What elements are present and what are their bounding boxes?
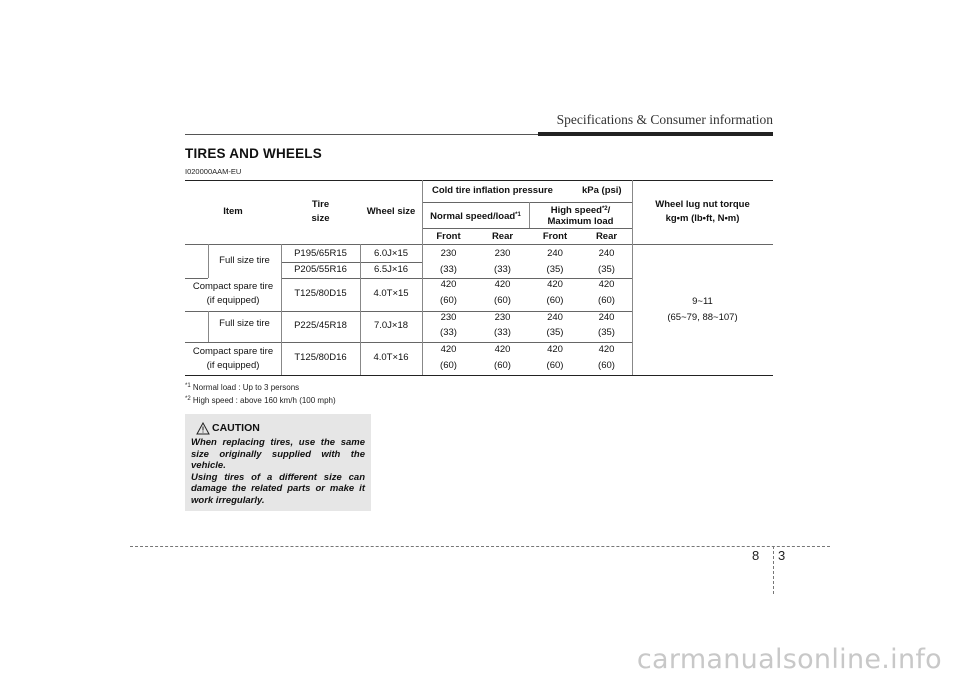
footer-rule-vertical [773, 546, 774, 594]
item-compact-spare-line1: Compact spare tire [192, 281, 274, 292]
pressure-value: 240 [598, 248, 615, 259]
wheel-size: 7.0J×18 [373, 320, 409, 331]
footnote-2 [185, 396, 336, 405]
footnote-text: High speed : above 160 km/h (100 mph) [192, 396, 336, 405]
item-compact-spare-line1: Compact spare tire [192, 346, 274, 357]
header-front: Front [436, 231, 461, 242]
wheel-size: 4.0T×16 [373, 352, 409, 363]
pressure-value: 240 [598, 312, 615, 323]
footnote-mark-2: *2 [601, 206, 608, 212]
page-number-value: 3 [778, 548, 786, 563]
pressure-value: 420 [598, 344, 615, 355]
header-max-load: Maximum load [547, 216, 614, 227]
pressure-value: (33) [494, 327, 511, 338]
footnote-mark: *2 [185, 396, 191, 402]
header-lug-torque-unit: kg•m (lb•ft, N•m) [665, 213, 740, 224]
tire-size: T125/80D16 [294, 352, 347, 363]
pressure-value: 420 [598, 279, 615, 290]
item-full-size-tire: Full size tire [219, 318, 270, 329]
document-code: I020000AAM-EU [185, 167, 242, 176]
pressure-value: 230 [494, 248, 511, 259]
header-rear: Rear [491, 231, 514, 242]
pressure-value: (33) [440, 264, 457, 275]
pressure-value: (33) [494, 264, 511, 275]
item-compact-spare-line2: (if equipped) [206, 360, 260, 371]
pressure-value: 420 [547, 279, 563, 290]
pressure-value: 240 [547, 312, 563, 323]
lug-torque-value: 9~11 [692, 296, 713, 307]
header-normal-speed [422, 207, 529, 225]
pressure-value: (60) [440, 360, 457, 371]
pressure-value: (33) [440, 327, 457, 338]
watermark: carmanualsonline.info [636, 644, 942, 675]
header-tire-size-line1: Tire [311, 199, 330, 210]
caution-text [191, 437, 365, 506]
tire-size: P205/55R16 [294, 264, 347, 275]
page-title: TIRES AND WHEELS [185, 146, 322, 161]
tire-size: P195/65R15 [294, 248, 347, 259]
pressure-value: (60) [440, 295, 457, 306]
header-tire-size-line2: size [311, 213, 330, 224]
pressure-value: 240 [547, 248, 563, 259]
header-cold-pressure: Cold tire inflation pressure [432, 185, 553, 196]
header-front: Front [542, 231, 568, 242]
pressure-value: 420 [494, 279, 511, 290]
footer-rule [130, 546, 830, 547]
warning-triangle-icon [196, 422, 210, 435]
pressure-value: 230 [494, 312, 511, 323]
chapter-number: 8 [752, 548, 760, 563]
pressure-value: 420 [440, 344, 457, 355]
pressure-value: (60) [598, 295, 615, 306]
header-high-speed-slash: / [607, 205, 611, 216]
header-normal-speed-label: Normal speed/load [430, 211, 516, 222]
pressure-value: (35) [546, 327, 564, 338]
table-top-border [185, 180, 773, 181]
caution-title: CAUTION [212, 422, 260, 434]
section-header: Specifications & Consumer information [556, 112, 773, 127]
header-rule-accent [538, 132, 773, 136]
footnote-mark-1: *1 [515, 212, 521, 218]
tire-size: P225/45R18 [294, 320, 347, 331]
pressure-value: 230 [440, 312, 457, 323]
pressure-value: 420 [547, 344, 563, 355]
footnote-1 [185, 383, 299, 392]
pressure-value: (60) [598, 360, 615, 371]
pressure-value: (60) [494, 360, 511, 371]
wheel-size: 6.5J×16 [373, 264, 409, 275]
pressure-value: (35) [598, 327, 615, 338]
header-pressure-unit: kPa (psi) [582, 185, 622, 196]
pressure-value: 230 [440, 248, 457, 259]
header-lug-torque: Wheel lug nut torque [655, 199, 750, 210]
pressure-value: (35) [546, 264, 564, 275]
pressure-value: (60) [494, 295, 511, 306]
item-full-size-tire: Full size tire [219, 255, 270, 266]
pressure-value: 420 [440, 279, 457, 290]
caution-line-2: Using tires of a different size can damage the related parts or make it work irregularly. [191, 471, 365, 506]
header-high-speed-label: High speed [550, 205, 602, 216]
caution-line-1: When replacing tires, use the same size originally supplied with the vehicle. [191, 437, 365, 471]
footnote-mark: *1 [185, 383, 191, 389]
table-bottom-border [185, 375, 773, 376]
lug-torque-value-units: (65~79, 88~107) [667, 312, 738, 323]
header-rear: Rear [595, 231, 618, 242]
footnote-text: Normal load : Up to 3 persons [192, 383, 300, 392]
wheel-size: 6.0J×15 [373, 248, 409, 259]
pressure-value: 420 [494, 344, 511, 355]
pressure-value: (35) [598, 264, 615, 275]
pressure-value: (60) [546, 295, 564, 306]
wheel-size: 4.0T×15 [373, 288, 409, 299]
item-compact-spare-line2: (if equipped) [206, 295, 260, 306]
pressure-value: (60) [546, 360, 564, 371]
tire-size: T125/80D15 [294, 288, 347, 299]
header-wheel-size: Wheel size [366, 206, 416, 217]
header-item: Item [223, 206, 243, 217]
